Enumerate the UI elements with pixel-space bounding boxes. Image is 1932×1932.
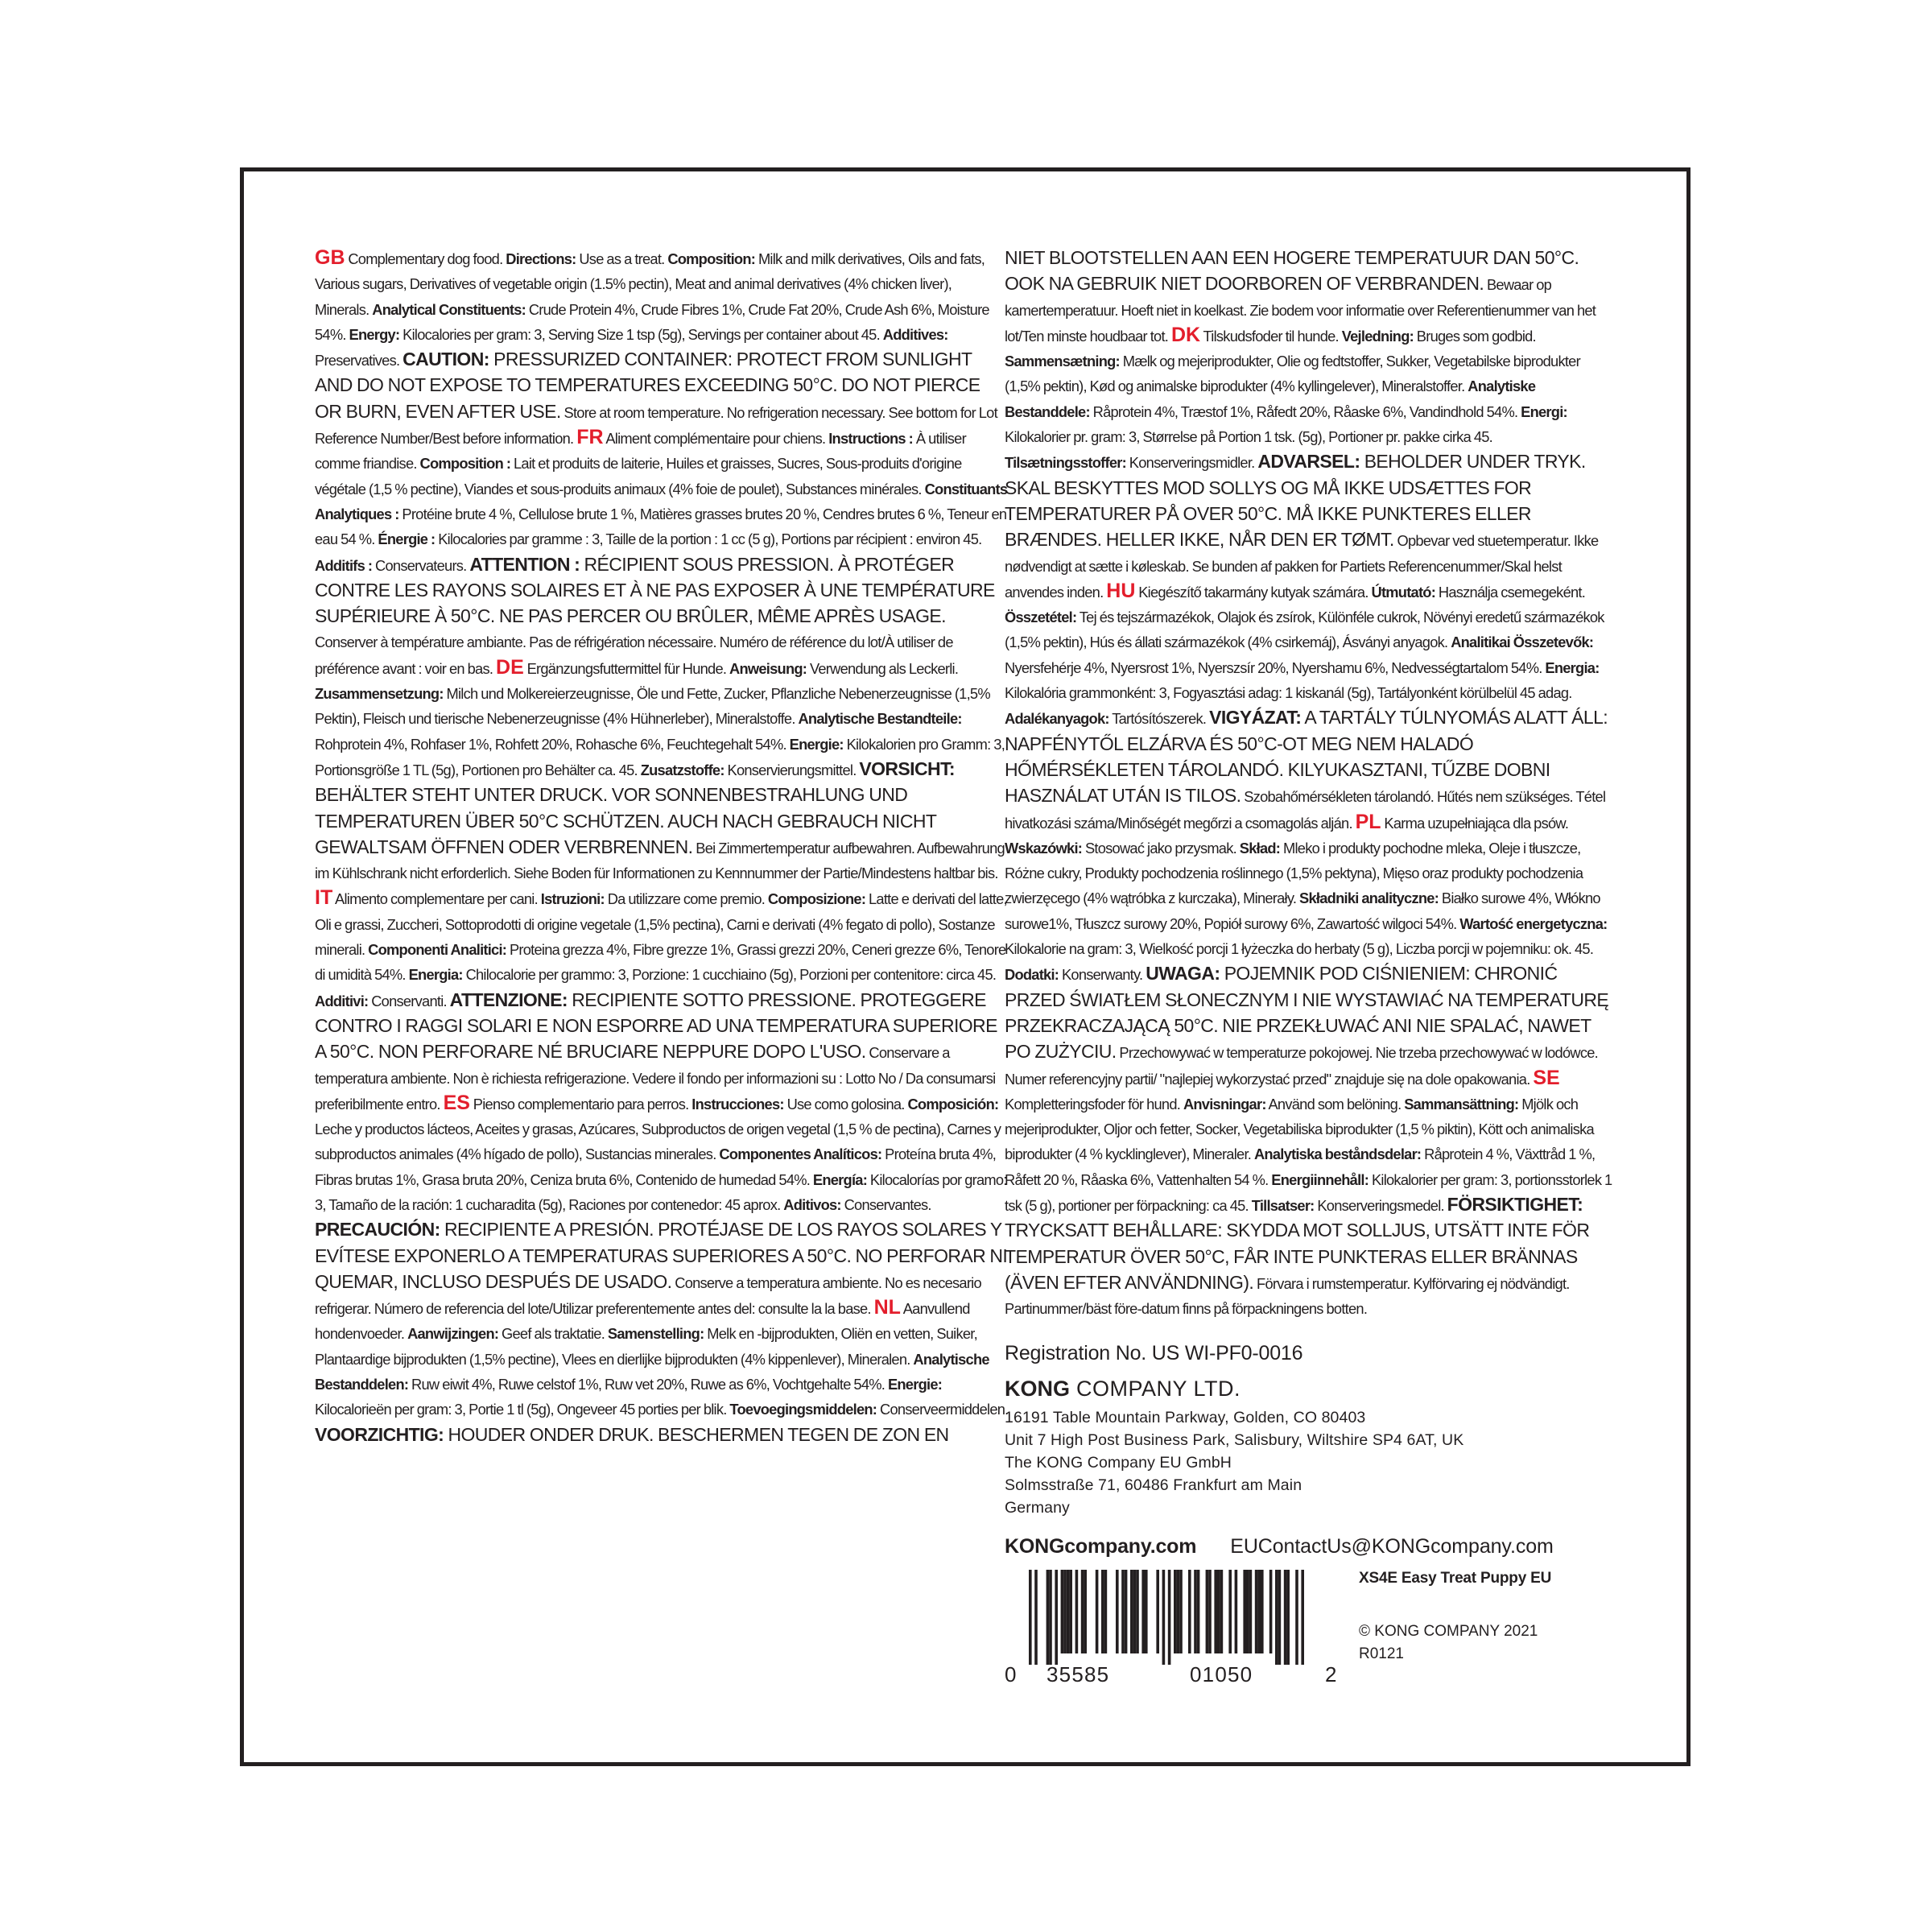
multilingual-text-left: [315, 246, 1009, 1448]
section-heading: Útmutató:: [1371, 583, 1436, 601]
warning-text: A TARTÁLY TÚLNYOMÁS ALATT ÁLL: NAPFÉNYTŐL ELZÁRVA ÉS 50°C-OT MEG NEM HALADÓ HŐMÉRSÉKLETEN TÁROLANDÓ. KILYUKASZTANI, TŰZBE DOBNI HASZNÁLAT UTÁN IS TILOS.: [1005, 707, 1608, 807]
body-text: Mleko i produkty pochodne mleka, Oleje i tłuszcze, Różne cukry, Produkty pochodzenia roślinnego (1,5% pektyna), Mięso oraz produkty pochodzenia zwierzęcego (4% wątróbka z kurczaka), Minerały.: [1005, 839, 1583, 907]
section-heading: Analytische Bestandteile:: [798, 710, 962, 728]
barcode-bar: [1174, 1570, 1177, 1653]
section-heading: Anweisung:: [729, 659, 807, 677]
barcode-bar: [1063, 1570, 1067, 1653]
section-heading: Toevoegingsmiddelen:: [729, 1401, 877, 1418]
warning-heading: ATTENTION :: [469, 553, 580, 575]
body-text: Ruw eiwit 4%, Ruwe celstof 1%, Ruw vet 20%, Ruwe as 6%, Vochtgehalte 54%.: [408, 1376, 888, 1393]
body-text: Conservantes.: [840, 1195, 931, 1213]
body-text: Kompletteringsfoder för hund.: [1005, 1095, 1183, 1113]
email-link[interactable]: EUContactUs@KONGcompany.com: [1230, 1535, 1554, 1558]
language-code: ES: [443, 1091, 470, 1114]
section-heading: Composizione:: [767, 890, 866, 908]
barcode-bar: [1067, 1570, 1070, 1653]
body-text: Latte e derivati del latte, Oli e grassi, Zuccheri, Sottoprodotti di origine vegetale (1,5% pectina), Carni e derivati (4% fegato di pollo), Sostanze minerali.: [315, 890, 1007, 959]
body-text: Kilokalorien pro Gramm: 3, Portionsgröße 1 TL (5g), Portionen pro Behälter ca. 45.: [315, 735, 1005, 778]
section-heading: Energi:: [1521, 402, 1567, 420]
barcode-bar: [1194, 1570, 1197, 1653]
section-heading: Additives:: [882, 325, 948, 343]
warning-heading: VORSICHT:: [859, 758, 955, 779]
barcode-bar: [1228, 1570, 1232, 1653]
right-column: [1005, 246, 1616, 1687]
body-text: Lait et produits de laiterie, Huiles et graisses, Sucres, Sous-produits d'origine végétale (1,5 % pectine), Viandes et sous-produits animaux (4% foie de poulet), Substances minérales.: [315, 455, 962, 497]
company-name-rest: COMPANY LTD.: [1070, 1377, 1241, 1402]
address-line: Unit 7 High Post Business Park, Salisbury, Wiltshire SP4 6AT, UK: [1005, 1431, 1464, 1450]
body-text: Milch und Molkereierzeugnisse, Öle und Fette, Zucker, Pflanzliche Nebenerzeugnisse (1,5% Pektin), Fleisch und tierische Nebenerzeugnisse (4% Hühnerleber), Mineralstoffe.: [315, 685, 990, 728]
barcode-bar: [1295, 1570, 1298, 1665]
body-text: Råprotein 4 %, Växttråd 1 %, Råfett 20 %, Råaska 6%, Vattenhalten 54 %.: [1005, 1146, 1596, 1188]
body-text: Milk and milk derivatives, Oils and fats, Various sugars, Derivatives of vegetable origin (1.5% pectin), Meat and animal derivatives (4% chicken liver), Minerals.: [315, 250, 985, 318]
body-text: Stosować jako przysmak.: [1082, 839, 1240, 857]
left-column: [315, 246, 1009, 1448]
section-heading: Energia:: [408, 966, 463, 984]
body-text: Crude Protein 4%, Crude Fibres 1%, Crude Fat 20%, Crude Ash 6%, Moisture 54%.: [315, 300, 989, 343]
company-block: [1005, 1377, 1616, 1519]
body-text: Tartósítószerek.: [1108, 710, 1210, 728]
section-heading: Vejledning:: [1341, 327, 1414, 345]
address-line: Germany: [1005, 1499, 1070, 1517]
barcode-bar: [1177, 1570, 1180, 1653]
warning-heading: PRECAUCIÓN:: [315, 1219, 440, 1241]
section-heading: Wartość energetyczna:: [1459, 914, 1608, 932]
language-code: PL: [1355, 810, 1381, 833]
body-text: Aliment complémentaire pour chiens.: [603, 430, 829, 448]
warning-heading: CAUTION:: [402, 349, 489, 370]
barcode-bar: [1217, 1570, 1220, 1653]
section-heading: Analytical Constituents:: [372, 300, 526, 318]
warning-text: RECIPIENTE A PRESIÓN. PROTÉJASE DE LOS RAYOS SOLARES Y EVÍTESE EXPONERLO A TEMPERATURAS SUPERIORES A 50°C. NO PERFORAR NI QUEMAR, INCLUSO DESPUÉS DE USADO.: [315, 1219, 1008, 1292]
address-line: 16191 Table Mountain Parkway, Golden, CO 80403: [1005, 1409, 1366, 1427]
barcode-bar: [1049, 1570, 1052, 1665]
language-code: GB: [315, 246, 345, 269]
section-heading: Zusammensetzung:: [315, 685, 444, 703]
body-text: Kiegészítő takarmány kutyak számára.: [1135, 583, 1372, 601]
section-heading: Componentes Analíticos:: [719, 1146, 882, 1163]
body-text: Kilokalorie na gram: 3, Wielkość porcji 1 łyżeczka do herbaty (5 g), Liczba porcji w pojemniku: ok. 45.: [1005, 940, 1594, 958]
barcode-bar: [1257, 1570, 1261, 1653]
body-text: Kilocalorías por gramo: 3, Tamaño de la ración: 1 cucharadita (5g), Raciones por contenedor: 45 aprox.: [315, 1170, 1007, 1213]
warning-text: NIET BLOOTSTELLEN AAN EEN HOGERE TEMPERATUUR DAN 50°C. OOK NA GEBRUIK NIET DOORBOREN OF VERBRANDEN.: [1005, 247, 1579, 295]
body-text: Konservierungsmittel.: [724, 761, 860, 778]
barcode-bar: [1243, 1570, 1246, 1653]
warning-heading: FÖRSIKTIGHET:: [1447, 1193, 1583, 1215]
body-text: Preservatives.: [315, 352, 403, 369]
language-code: SE: [1533, 1066, 1560, 1089]
body-text: Mjölk och mejeriprodukter, Oljor och fetter, Socker, Vegetabiliska biprodukter (1,5 % piktin), Kött och animaliska biprodukter (4 % kycklinglever), Mineraler.: [1005, 1095, 1594, 1163]
copyright: © KONG COMPANY 2021: [1359, 1623, 1538, 1641]
section-heading: Analytische Bestanddelen:: [315, 1350, 989, 1393]
barcode-bar: [1034, 1570, 1038, 1665]
body-text: Aanvullend hondenvoeder.: [315, 1300, 970, 1343]
body-text: Verwendung als Leckerli.: [807, 659, 959, 677]
section-heading: Composition :: [419, 455, 511, 473]
barcode-bar: [1125, 1570, 1128, 1653]
barcode-bar: [1214, 1570, 1217, 1653]
barcode-bar: [1286, 1570, 1290, 1665]
section-heading: Samenstelling:: [607, 1325, 704, 1343]
body-text: Use como golosina.: [783, 1095, 908, 1113]
barcode-bar: [1136, 1570, 1139, 1653]
barcode-bar: [1197, 1570, 1200, 1653]
section-heading: Skład:: [1239, 839, 1281, 857]
barcode-bar: [1084, 1570, 1087, 1653]
warning-text: BEHÄLTER STEHT UNTER DRUCK. VOR SONNENBESTRAHLUNG UND TEMPERATUREN ÜBER 50°C SCHÜTZEN. AUCH NACH GEBRAUCH NICHT GEWALTSAM ÖFFNEN ODER VERBRENNEN.: [315, 784, 936, 857]
body-text: Proteina grezza 4%, Fibre grezze 1%, Grassi grezzi 20%, Ceneri grezze 6%, Tenore di umidità 54%.: [315, 941, 1006, 984]
section-heading: Wskazówki:: [1005, 839, 1083, 857]
body-text: Conserver à température ambiante. Pas de réfrigération nécessaire. Numéro de référence du lot/À utiliser de préférence avant : voir en bas.: [315, 634, 953, 677]
warning-text: POJEMNIK POD CIŚNIENIEM: CHRONIĆ PRZED ŚWIATŁEM SŁONECZNYM I NIE WYSTAWIAĆ NA TEMPERATURĘ PRZEKRACZAJĄCĄ 50°C. NIE PRZEKŁUWAĆ ANI NIE SPALAĆ, NAWET PO ZUŻYCIU.: [1005, 963, 1609, 1063]
registration-number: Registration No. US WI-PF0-0016: [1005, 1342, 1303, 1365]
body-text: Store at room temperature. No refrigeration necessary. See bottom for Lot Reference Number/Best before information.: [315, 403, 997, 448]
section-heading: Aanwijzingen:: [407, 1325, 499, 1343]
barcode-bar: [1156, 1570, 1159, 1653]
body-text: Conservanti.: [368, 992, 450, 1009]
section-heading: Istruzioni:: [540, 890, 605, 908]
warning-heading: ADVARSEL:: [1257, 451, 1360, 473]
section-heading: Analytiska beståndsdelar:: [1253, 1146, 1422, 1163]
warning-heading: ATTENZIONE:: [449, 989, 568, 1010]
revision-code: R0121: [1359, 1645, 1404, 1663]
body-text: Råprotein 4%, Træstof 1%, Råfedt 20%, Råaske 6%, Vandindhold 54%.: [1089, 402, 1521, 420]
body-text: Da utilizzare come premio.: [604, 890, 768, 908]
body-text: Alimento complementare per cani.: [332, 890, 541, 908]
section-heading: Constituants Analytiques :: [315, 480, 1008, 522]
body-text: Geef als traktatie.: [498, 1325, 608, 1343]
section-heading: Energy:: [349, 325, 400, 343]
warning-text: TRYCKSATT BEHÅLLARE: SKYDDA MOT SOLLJUS, UTSÄTT INTE FÖR TEMPERATUR ÖVER 50°C, FÅR INTE PUNKTERAS ELLER BRÄNNAS (ÄVEN EFTER ANVÄNDNING).: [1005, 1220, 1590, 1293]
body-text: Białko surowe 4%, Włókno surowe1%, Tłuszcz surowy 20%, Popiół surowy 6%, Zawartość wilgoci 54%.: [1005, 890, 1600, 932]
section-heading: Aditivos:: [783, 1195, 841, 1213]
section-heading: Energía:: [812, 1170, 868, 1188]
body-text: Chilocalorie per grammo: 3, Porzione: 1 cucchiaino (5g), Porzioni per contenitore: circa 45.: [462, 966, 997, 984]
barcode-bar: [1278, 1570, 1282, 1665]
warning-text: PRESSURIZED CONTAINER: PROTECT FROM SUNLIGHT AND DO NOT EXPOSE TO TEMPERATURES EXCEEDING 50°C. DO NOT PIERCE OR BURN, EVEN AFTER USE.: [315, 349, 980, 422]
body-text: Bewaar op kamertemperatuur. Hoeft niet in koelkast. Zie bodem voor informatie over Referentienummer van het lot/Ten minste houdbaar tot.: [1005, 276, 1596, 345]
barcode-bar: [1168, 1570, 1171, 1665]
section-heading: Sammansättning:: [1404, 1095, 1519, 1113]
body-text: Pienso complementario para perros.: [469, 1095, 692, 1113]
section-heading: Energiinnehåll:: [1271, 1170, 1369, 1188]
barcode-bar: [1069, 1570, 1072, 1653]
language-code: DE: [496, 655, 524, 679]
barcode-bar: [1206, 1570, 1209, 1653]
section-heading: Instrucciones:: [691, 1095, 784, 1113]
barcode-bar: [1081, 1570, 1084, 1653]
barcode-bar: [1179, 1570, 1183, 1653]
barcode-digit-right: 2: [1325, 1662, 1338, 1687]
body-text: Complementary dog food.: [345, 250, 506, 267]
address-line: Solmsstraße 71, 60486 Frankfurt am Main: [1005, 1476, 1302, 1495]
barcode-bar: [1269, 1570, 1273, 1653]
section-heading: Energie:: [789, 735, 844, 753]
barcode-bar: [1121, 1570, 1125, 1653]
label-panel: [240, 167, 1690, 1766]
warning-text: RECIPIENTE SOTTO PRESSIONE. PROTEGGERE CONTRO I RAGGI SOLARI E NON ESPORRE AD UNA TEMPERATURA SUPERIORE A 50°C. NON PERFORARE NÉ BRUCIARE NEPPURE DOPO L'USO.: [315, 989, 997, 1063]
barcode-bar: [1055, 1570, 1058, 1665]
body-text: Kilokalorier per gram: 3, portionsstorlek 1 tsk (5 g), portioner per förpackning: ca 45.: [1005, 1170, 1612, 1214]
barcode-bar: [1261, 1570, 1264, 1653]
warning-text: BEHOLDER UNDER TRYK. SKAL BESKYTTES MOD SOLLYS OG MÅ IKKE UDSÆTTES FOR TEMPERATURER PÅ OVER 50°C. MÅ IKKE PUNKTERES ELLER BRÆNDES. HELLER IKKE, NÅR DEN ER TØMT.: [1005, 451, 1586, 551]
section-heading: Additifs :: [315, 556, 373, 574]
company-address: [1005, 1406, 1616, 1519]
warning-heading: UWAGA:: [1146, 963, 1220, 985]
website-link[interactable]: KONGcompany.com: [1005, 1535, 1197, 1558]
body-text: Conservare a temperatura ambiente. Non è richiesta refrigerazione. Vedere il fondo per informazioni su : Lotto No / Da consumarsi preferibilmente entro.: [315, 1044, 996, 1113]
section-heading: Dodatki:: [1005, 966, 1059, 984]
section-heading: Składniki analityczne:: [1299, 890, 1439, 907]
company-name: [1005, 1377, 1616, 1402]
body-text: Használja csemegeként.: [1435, 583, 1586, 601]
brand-name: KONG: [1005, 1377, 1070, 1402]
barcode-bar: [1130, 1570, 1133, 1653]
section-heading: Tilsætningsstoffer:: [1005, 454, 1126, 472]
barcode-bar: [1301, 1570, 1304, 1665]
body-text: Conservateurs.: [372, 556, 470, 574]
barcode-bar: [1188, 1570, 1191, 1653]
body-text: Szobahőmérsékleten tárolandó. Hűtés nem szükséges. Tétel hivatkozási száma/Minőségét megőrzi a csomagolás alján.: [1005, 788, 1606, 832]
body-text: Ergänzungsfuttermittel für Hunde.: [523, 659, 730, 677]
barcode-bar: [1284, 1570, 1287, 1665]
body-text: Nyersfehérje 4%, Nyersrost 1%, Nyerszsír 20%, Nyershamu 6%, Nedvességtartalom 54%.: [1005, 658, 1546, 676]
barcode-bar: [1133, 1570, 1137, 1653]
section-heading: Analitikai Összetevők:: [1451, 634, 1594, 651]
section-heading: Zusatzstoffe:: [640, 761, 724, 778]
body-text: Konserwanty.: [1059, 966, 1146, 984]
section-heading: Tillsatser:: [1251, 1196, 1315, 1214]
barcode-bar: [1235, 1570, 1238, 1653]
section-heading: Directions:: [506, 250, 576, 267]
contact-row: [1005, 1535, 1616, 1558]
section-heading: Composition:: [667, 250, 756, 267]
barcode-bar: [1104, 1570, 1108, 1653]
body-text: Kilocalories per gram: 3, Serving Size 1 tsp (5g), Servings per container about 45.: [399, 325, 883, 343]
barcode-bar: [1246, 1570, 1249, 1653]
language-code: NL: [873, 1296, 901, 1319]
body-text: Kilokalorier pr. gram: 3, Størrelse på Portion 1 tsk. (5g), Portioner pr. pakke cirka 45.: [1005, 428, 1492, 446]
barcode-area: [1005, 1570, 1616, 1687]
body-text: Bei Zimmertemperatur aufbewahren. Aufbewahrung im Kühlschrank nicht erforderlich. Siehe Boden für Informationen zu Kennnummer der Partie/Mindestens haltbar bis.: [315, 839, 1005, 882]
barcode-digits-group-1: 35585: [1046, 1662, 1110, 1687]
body-text: Conserveermiddelen.: [877, 1401, 1009, 1418]
section-heading: Componenti Analitici:: [368, 941, 507, 959]
barcode-bar: [1162, 1570, 1166, 1665]
barcode-bar: [1220, 1570, 1224, 1653]
body-text: Proteína bruta 4%, Fibras brutas 1%, Grasa bruta 20%, Ceniza bruta 6%, Contenido de humedad 54%.: [315, 1146, 997, 1188]
barcode-bar: [1275, 1570, 1278, 1665]
address-line: The KONG Company EU GmbH: [1005, 1454, 1232, 1472]
section-heading: Összetétel:: [1005, 609, 1077, 626]
body-text: Kilocalories par gramme : 3, Taille de la portion : 1 cc (5 g), Portions par récipient : environ 45.: [435, 530, 982, 548]
multilingual-text-right: [1005, 246, 1616, 1321]
body-text: Conserve a temperatura ambiente. No es necesario refrigerar. Número de referencia del lote/Utilizar preferentemente antes del: consulte la la base.: [315, 1274, 981, 1318]
barcode-bar: [1046, 1570, 1050, 1665]
body-text: Karma uzupełniająca dla psów.: [1381, 814, 1569, 832]
barcode: [1005, 1570, 1343, 1665]
product-name: XS4E Easy Treat Puppy EU: [1359, 1570, 1552, 1587]
barcode-digit-left: 0: [1005, 1662, 1018, 1687]
body-text: Tilskudsfoder til hunde.: [1200, 327, 1342, 345]
barcode-bar: [1061, 1570, 1064, 1653]
barcode-bar: [1101, 1570, 1104, 1653]
body-text: Använd som belöning.: [1265, 1095, 1405, 1113]
warning-text: RÉCIPIENT SOUS PRESSION. À PROTÉGER CONTRE LES RAYONS SOLAIRES ET À NE PAS EXPOSER À UNE TEMPÉRATURE SUPÉRIEURE À 50°C. NE PAS PERCER OU BRÛLER, MÊME APRÈS USAGE.: [315, 553, 995, 627]
body-text: Opbevar ved stuetemperatur. Ikke nødvendigt at sætte i køleskab. Se bunden af pakken for Partiets Referencenummer/Skal helst anvendes inden.: [1005, 532, 1599, 601]
body-text: Kilokalória grammonként: 3, Fogyasztási adag: 1 kiskanál (5g), Tartályonként körülbelül 45 adag.: [1005, 684, 1572, 702]
section-heading: Sammensætning:: [1005, 353, 1120, 370]
barcode-bar: [1096, 1570, 1099, 1653]
barcode-bar: [1075, 1570, 1079, 1653]
section-heading: Instructions :: [828, 430, 913, 448]
section-heading: Énergie :: [378, 530, 436, 548]
body-text: Kilocalorieën per gram: 3, Portie 1 tl (5g), Ongeveer 45 porties per blik.: [315, 1401, 730, 1418]
barcode-bar: [1208, 1570, 1212, 1653]
body-text: Protéine brute 4 %, Cellulose brute 1 %, Matières grasses brutes 20 %, Cendres brutes 6 %, Teneur en eau 54 %.: [315, 505, 1007, 548]
language-code: FR: [576, 426, 604, 449]
body-text: Förvara i rumstemperatur. Kylförvaring ej nödvändigt. Partinummer/bäst före-datum finns på förpackningens botten.: [1005, 1274, 1570, 1318]
body-text: Melk en -bijprodukten, Oliën en vetten, Suiker, Plantaardige bijprodukten (1,5% pectine), Vlees en dierlijke bijprodukten (4% kippenlever), Mineralen.: [315, 1325, 977, 1368]
body-text: Przechowywać w temperaturze pokojowej. Nie trzeba przechowywać w lodówce. Numer referencyjny partii/ "najlepiej wykorzystać przed" znajduje się na dole opakowania.: [1005, 1044, 1598, 1088]
language-code: IT: [315, 886, 333, 910]
barcode-bar: [1029, 1570, 1032, 1665]
section-heading: Energia:: [1545, 658, 1600, 676]
warning-text: HOUDER ONDER DRUK. BESCHERMEN TEGEN DE ZON EN: [444, 1423, 949, 1445]
barcode-bar: [1255, 1570, 1258, 1653]
body-text: Rohprotein 4%, Rohfaser 1%, Rohfett 20%, Rohasche 6%, Feuchtegehalt 54%.: [315, 735, 790, 753]
body-text: Leche y productos lácteos, Aceites y grasas, Azúcares, Subproductos de origen vegetal (1,5 % de pectina), Carnes y subproductos animales (4% hígado de pollo), Sustancias minerales.: [315, 1121, 1001, 1163]
section-heading: Anvisningar:: [1183, 1095, 1266, 1113]
warning-heading: VOORZICHTIG:: [315, 1423, 444, 1445]
language-code: DK: [1170, 323, 1201, 346]
body-text: Konserveringsmedel.: [1314, 1196, 1447, 1214]
section-heading: Energie:: [887, 1376, 943, 1393]
body-text: Use as a treat.: [576, 250, 668, 267]
section-heading: Analytiske Bestanddele:: [1005, 378, 1536, 420]
body-text: Tej és tejszármazékok, Olajok és zsírok, Különféle cukrok, Növényi eredetű származékok (1,5% pektin), Hús és állati származékok (4% csirkemáj), Ásványi anyagok.: [1005, 609, 1604, 651]
barcode-digits-group-2: 01050: [1190, 1662, 1253, 1687]
barcode-bar: [1145, 1570, 1148, 1653]
body-text: À utiliser comme friandise.: [315, 430, 966, 473]
section-heading: Additivi:: [315, 992, 369, 1009]
section-heading: Composición:: [907, 1095, 999, 1113]
body-text: Konserveringsmidler.: [1125, 454, 1258, 472]
body-text: Bruges som godbid.: [1413, 327, 1536, 345]
barcode-bar: [1141, 1570, 1145, 1653]
language-code: HU: [1106, 579, 1136, 602]
barcode-bar: [1249, 1570, 1253, 1653]
body-text: Mælk og mejeriprodukter, Olie og fedtstoffer, Sukker, Vegetabilske biprodukter (1,5% pektin), Kød og animalske biprodukter (4% kyllingelever), Mineralstoffer.: [1005, 353, 1580, 395]
warning-heading: VIGYÁZAT:: [1209, 707, 1302, 729]
barcode-bar: [1116, 1570, 1119, 1653]
section-heading: Adalékanyagok:: [1005, 710, 1109, 728]
